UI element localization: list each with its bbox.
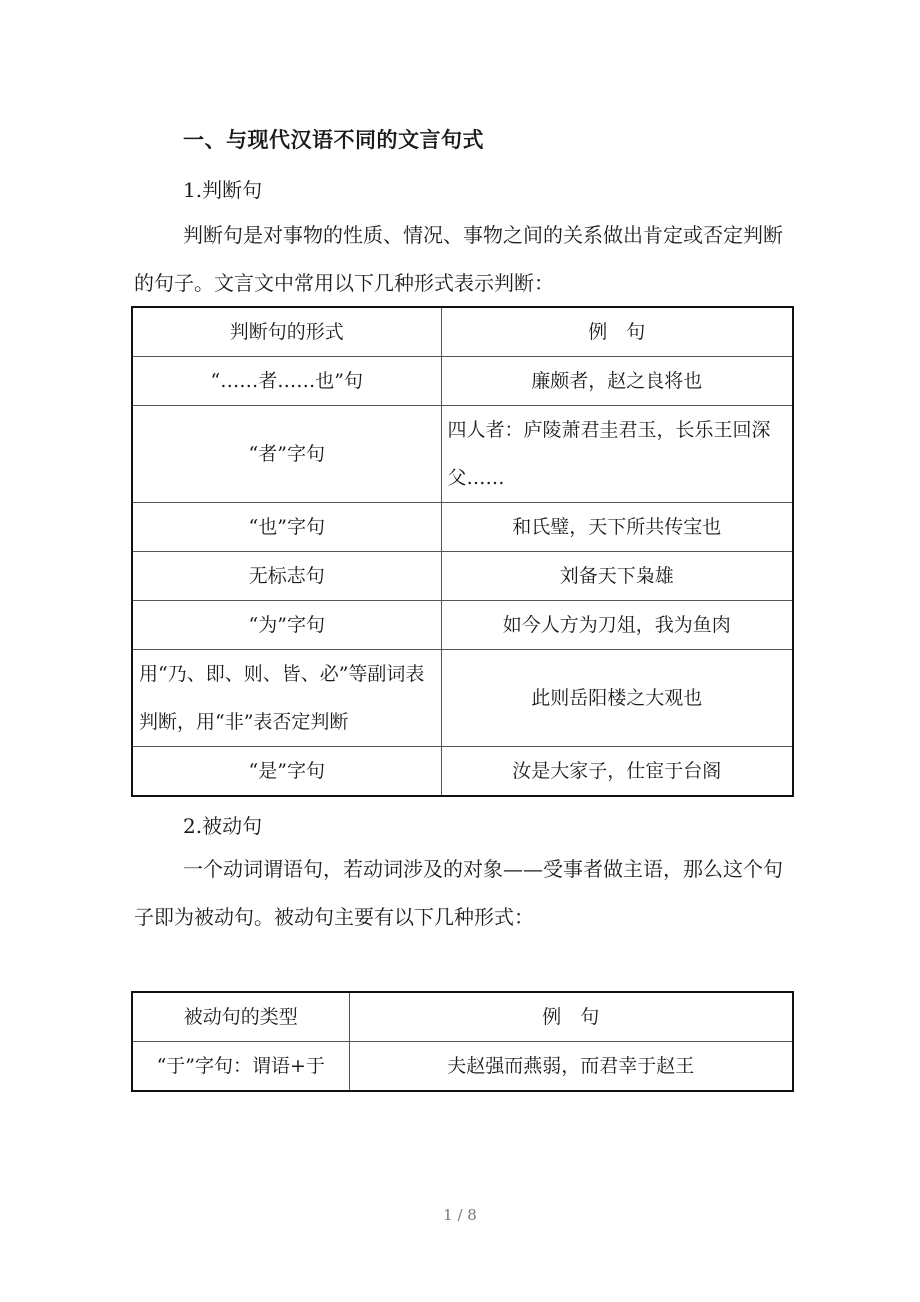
form-cell: “者”字句 — [132, 406, 441, 503]
passive-table — [131, 991, 794, 1092]
judgment-paragraph: 判断句是对事物的性质、情况、事物之间的关系做出肯定或否定判断的句子。文言文中常用以下几种形式表示判断： — [134, 223, 783, 295]
page-indicator: 1 / 8 — [443, 1206, 477, 1224]
form-cell: “……者……也”句 — [132, 357, 441, 406]
section-heading: 一、与现代汉语不同的文言句式 — [183, 128, 484, 152]
example-cell: 夫赵强而燕弱，而君幸于赵王 — [349, 1042, 793, 1092]
example-cell: 此则岳阳楼之大观也 — [441, 650, 793, 747]
table-header-row — [132, 307, 793, 357]
header-cell: 判断句的形式 — [132, 307, 441, 357]
table-row — [132, 747, 793, 797]
form-cell: “为”字句 — [132, 601, 441, 650]
header-cell: 被动句的类型 — [132, 992, 349, 1042]
example-cell: 刘备天下枭雄 — [441, 552, 793, 601]
table-row — [132, 1042, 793, 1092]
passive-paragraph: 一个动词谓语句，若动词涉及的对象——受事者做主语，那么这个句子即为被动句。被动句主要有以下几种形式： — [134, 857, 783, 929]
table-row — [132, 601, 793, 650]
example-cell: 廉颇者，赵之良将也 — [441, 357, 793, 406]
header-cell: 例 句 — [441, 307, 793, 357]
table-row — [132, 552, 793, 601]
judgment-table — [131, 306, 794, 797]
form-cell: 用“乃、即、则、皆、必”等副词表判断，用“非”表否定判断 — [132, 650, 441, 747]
table-row — [132, 406, 793, 503]
subsection-title-judgment: 1.判断句 — [183, 178, 263, 202]
subsection-title-passive: 2.被动句 — [183, 814, 263, 838]
form-cell: 无标志句 — [132, 552, 441, 601]
example-cell: 如今人方为刀俎，我为鱼肉 — [441, 601, 793, 650]
example-cell: 汝是大家子，仕宦于台阁 — [441, 747, 793, 797]
form-cell: “是”字句 — [132, 747, 441, 797]
form-cell: “也”字句 — [132, 503, 441, 552]
example-cell: 四人者：庐陵萧君圭君玉，长乐王回深父…… — [441, 406, 793, 503]
table-header-row — [132, 992, 793, 1042]
header-cell: 例 句 — [349, 992, 793, 1042]
example-cell: 和氏璧，天下所共传宝也 — [441, 503, 793, 552]
table-row — [132, 503, 793, 552]
table-row — [132, 650, 793, 747]
table-row — [132, 357, 793, 406]
type-cell: “于”字句：谓语+于 — [132, 1042, 349, 1092]
